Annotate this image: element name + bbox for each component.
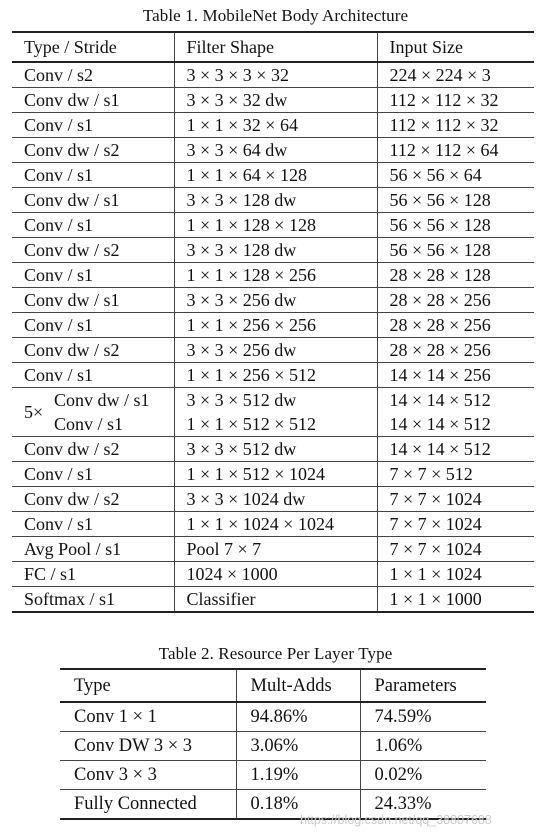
cell-filter: 3 × 3 × 128 dw (174, 188, 377, 213)
cell-filter: Classifier (174, 587, 377, 613)
repeat-line: 14 × 14 × 512 (389, 414, 491, 434)
cell-input: 14 × 14 × 512 (377, 437, 534, 462)
cell-filter: 3.06% (236, 732, 360, 761)
cell-input: 14 × 14 × 256 (377, 363, 534, 388)
cell-type: Conv dw / s2 (12, 138, 174, 163)
cell-type: Conv 1 × 1 (60, 702, 236, 732)
repeat-line: 1 × 1 × 512 × 512 (186, 414, 316, 434)
table-row (60, 702, 486, 732)
cell-filter: 1 × 1 × 512 × 1024 (174, 462, 377, 487)
cell-input: 28 × 28 × 256 (377, 288, 534, 313)
cell-filter: 1 × 1 × 128 × 256 (174, 263, 377, 288)
cell-filter: Pool 7 × 7 (174, 537, 377, 562)
cell-filter: 1 × 1 × 256 × 512 (174, 363, 377, 388)
cell-input: 7 × 7 × 512 (377, 462, 534, 487)
column-header-type-stride: Type / Stride (12, 32, 174, 62)
cell-type: Conv / s1 (12, 213, 174, 238)
table-row (12, 437, 534, 462)
cell-filter: 0.18% (236, 790, 360, 820)
cell-type: Conv dw / s2 (12, 238, 174, 263)
cell-type: Conv / s2 (12, 62, 174, 88)
cell-input: 7 × 7 × 1024 (377, 537, 534, 562)
column-header-mult-adds: Mult-Adds (236, 669, 360, 702)
table-header-row (60, 669, 486, 702)
cell-input: 56 × 56 × 128 (377, 213, 534, 238)
cell-input: 0.02% (360, 761, 486, 790)
cell-filter: 1024 × 1000 (174, 562, 377, 587)
cell-filter: 3 × 3 × 1024 dw (174, 487, 377, 512)
cell-input: 28 × 28 × 256 (377, 338, 534, 363)
cell-filter: 3 × 3 × 256 dw (174, 288, 377, 313)
cell-type: Conv / s1 (12, 462, 174, 487)
column-header-parameters: Parameters (360, 669, 486, 702)
table-row (12, 587, 534, 613)
table1-caption: Table 1. MobileNet Body Architecture (142, 6, 409, 25)
cell-type: Conv / s1 (12, 163, 174, 188)
table-row (12, 487, 534, 512)
resource-per-layer-table (60, 668, 486, 820)
cell-type: Conv DW 3 × 3 (60, 732, 236, 761)
table-row (12, 163, 534, 188)
table-row (12, 338, 534, 363)
cell-filter-repeat (174, 388, 377, 437)
cell-type: Conv / s1 (12, 363, 174, 388)
cell-type: Softmax / s1 (24, 589, 116, 609)
cell-type: Conv dw / s2 (12, 437, 174, 462)
table-row (60, 761, 486, 790)
table-row (12, 188, 534, 213)
cell-filter: 1.19% (236, 761, 360, 790)
table-row (12, 238, 534, 263)
cell-input: 1 × 1 × 1024 (377, 562, 534, 587)
cell-type: FC / s1 (12, 562, 174, 587)
cell-filter: 1 × 1 × 64 × 128 (174, 163, 377, 188)
column-header-filter-shape: Filter Shape (174, 32, 377, 62)
cell-input: 112 × 112 × 32 (377, 88, 534, 113)
cell-filter: 3 × 3 × 64 dw (174, 138, 377, 163)
column-header-input-size: Input Size (377, 32, 534, 62)
repeat-line: 14 × 14 × 512 (389, 390, 491, 410)
table-row (12, 313, 534, 338)
cell-input: 7 × 7 × 1024 (377, 487, 534, 512)
cell-input: 74.59% (360, 702, 486, 732)
cell-input: 224 × 224 × 3 (377, 62, 534, 88)
cell-filter: 3 × 3 × 32 dw (174, 88, 377, 113)
cell-input: 56 × 56 × 64 (377, 163, 534, 188)
watermark-url: https://blog.csdn.net/qq_38807688 (300, 813, 492, 827)
cell-filter: 3 × 3 × 3 × 32 (174, 62, 377, 88)
cell-type: Avg Pool / s1 (12, 537, 174, 562)
cell-type: Conv dw / s1 (12, 188, 174, 213)
cell-input: 7 × 7 × 1024 (377, 512, 534, 537)
cell-type: Conv 3 × 3 (60, 761, 236, 790)
cell-input: 1 × 1 × 1000 (377, 587, 534, 613)
cell-type: Conv / s1 (12, 512, 174, 537)
cell-filter: 1 × 1 × 1024 × 1024 (174, 512, 377, 537)
cell-input: 56 × 56 × 128 (377, 188, 534, 213)
cell-filter: 94.86% (236, 702, 360, 732)
table-row (60, 732, 486, 761)
cell-input: 24.33% (360, 790, 486, 820)
cell-filter: 3 × 3 × 256 dw (174, 338, 377, 363)
cell-type: Conv dw / s2 (12, 338, 174, 363)
cell-input: 112 × 112 × 32 (377, 113, 534, 138)
repeat-multiplier: 5× (24, 402, 44, 422)
cell-input-repeat (377, 388, 534, 437)
cell-type: Conv / s1 (12, 263, 174, 288)
repeat-type-line: Conv dw / s1 (54, 390, 150, 410)
table-row (12, 288, 534, 313)
cell-input: 1.06% (360, 732, 486, 761)
cell-type: Conv dw / s1 (12, 288, 174, 313)
table-row (12, 562, 534, 587)
table-row (12, 113, 534, 138)
table-row (12, 512, 534, 537)
cell-filter: 1 × 1 × 32 × 64 (174, 113, 377, 138)
cell-input: 28 × 28 × 128 (377, 263, 534, 288)
table-row (12, 363, 534, 388)
column-header-type: Type (60, 669, 236, 702)
table-row (12, 537, 534, 562)
repeat-line: 3 × 3 × 512 dw (186, 390, 297, 410)
cell-type: Fully Connected (74, 794, 197, 814)
cell-input: 56 × 56 × 128 (377, 238, 534, 263)
cell-type: Conv / s1 (12, 313, 174, 338)
cell-input: 112 × 112 × 64 (377, 138, 534, 163)
cell-filter: 3 × 3 × 512 dw (174, 437, 377, 462)
table-row (12, 88, 534, 113)
cell-type-repeat (12, 388, 174, 437)
table-row-repeat-block (12, 388, 534, 437)
table-row (12, 62, 534, 88)
table-row (12, 462, 534, 487)
cell-input: 28 × 28 × 256 (377, 313, 534, 338)
table2-caption: Table 2. Resource Per Layer Type (158, 644, 393, 663)
table-row (12, 138, 534, 163)
cell-type: Conv dw / s2 (12, 487, 174, 512)
mobilenet-body-architecture-table (12, 31, 534, 613)
table-row (12, 213, 534, 238)
cell-filter: 3 × 3 × 128 dw (174, 238, 377, 263)
cell-filter: 1 × 1 × 128 × 128 (174, 213, 377, 238)
table-header-row (12, 32, 534, 62)
cell-type: Conv dw / s1 (12, 88, 174, 113)
table-row (12, 263, 534, 288)
cell-filter: 1 × 1 × 256 × 256 (174, 313, 377, 338)
repeat-type-line: Conv / s1 (54, 414, 124, 434)
cell-type: Conv / s1 (12, 113, 174, 138)
